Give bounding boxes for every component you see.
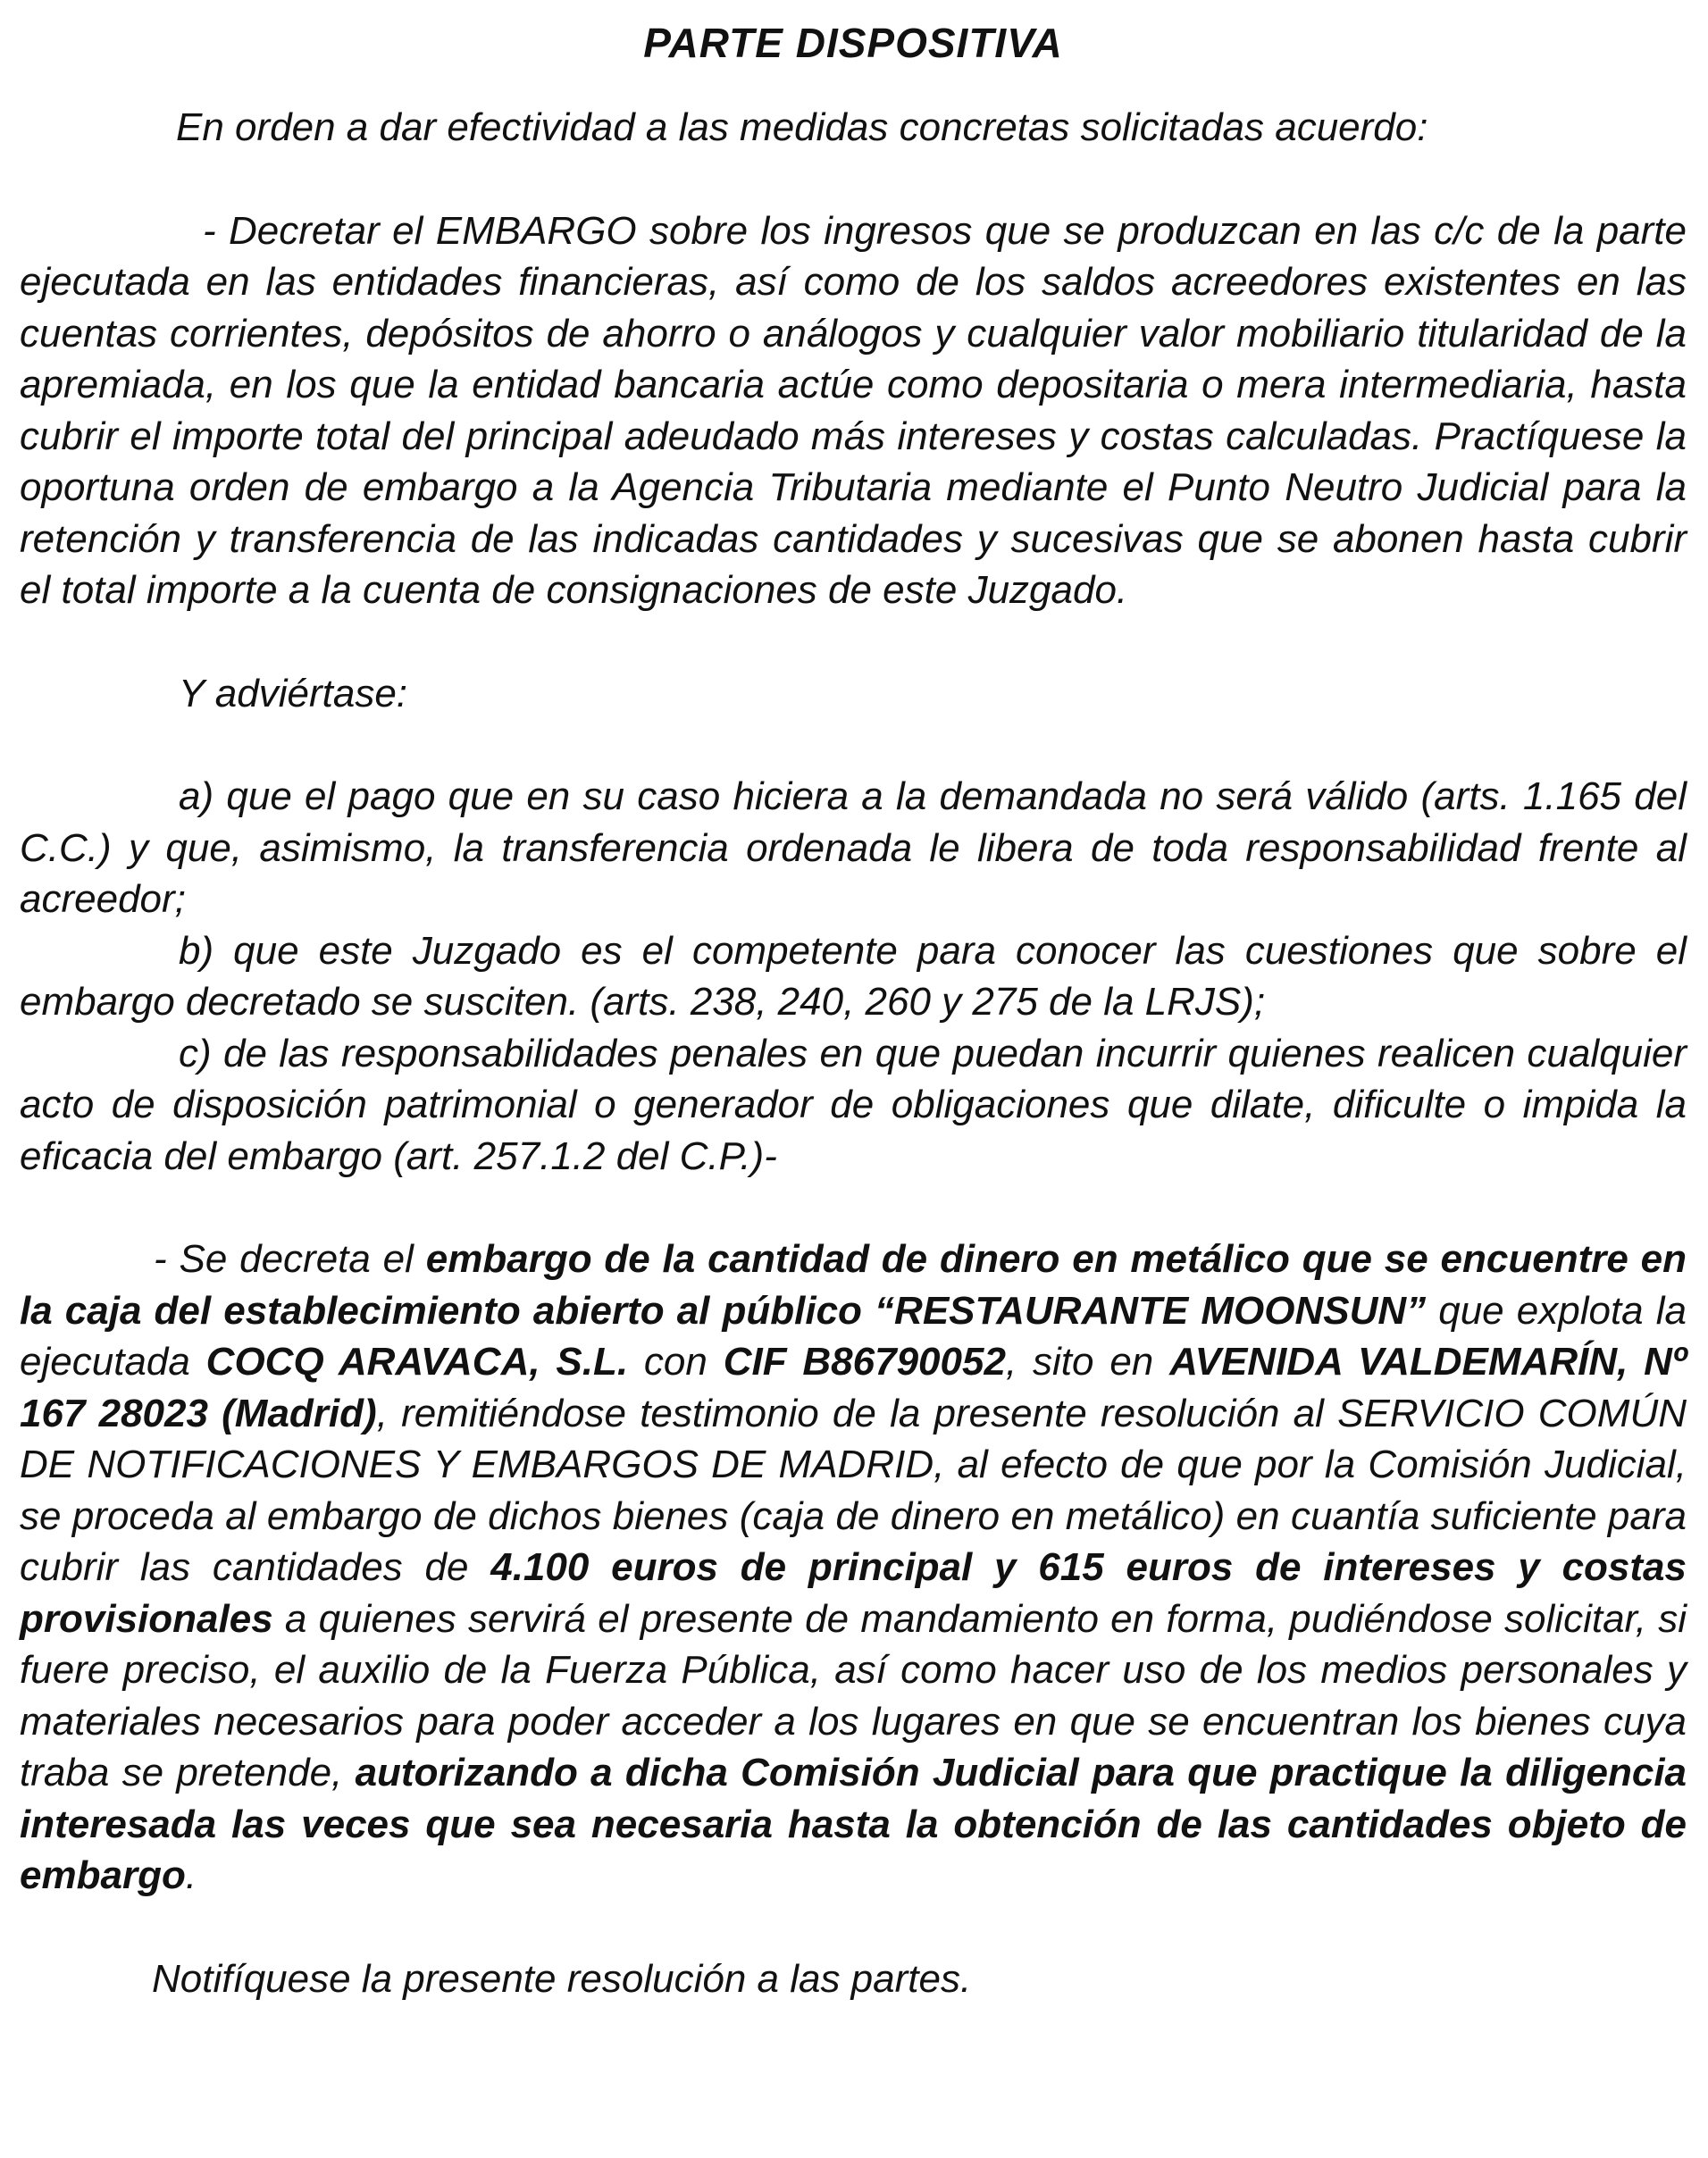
advertencia-item-a: a) que el pago que en su caso hiciera a la demandada no será válido (arts. 1.165 del C.C.) y que, asimismo, la transferencia ordenada le libera de toda responsabilidad frente al acreedor; — [20, 774, 1687, 921]
caja-text-2: que explota la ejecutada — [20, 1288, 1687, 1384]
caja-bold-address: AVENIDA VALDEMARÍN, Nº 167 28023 (Madrid) — [20, 1340, 1687, 1435]
caja-text-6: a quienes servirá el presente de mandamiento en forma, pudiéndose solicitar, si fuere preciso, el auxilio de la Fuerza Pública, así como hacer uso de los medios personales y materiales necesarios para poder acceder a los lugares en que se encuentran los bienes cuya traba se pretende, — [20, 1596, 1687, 1794]
embargo-paragraph: - Decretar el EMBARGO sobre los ingresos que se produzcan en las c/c de la parte ejecutada en las entidades financieras, así como de los saldos acreedores existentes en las cuentas corrientes, depósitos de ahorro o análogos y cualquier valor mobiliario titularidad de la apremiada, en los que la entidad bancaria actúe como depositaria o mera intermediaria, hasta cubrir el importe total del principal adeudado más intereses y costas calculadas. Practíquese la oportuna orden de embargo a la Agencia Tributaria mediante el Punto Neutro Judicial para la retención y transferencia de las indicadas cantidades y sucesivas que se abonen hasta cubrir el total importe a la cuenta de consignaciones de este Juzgado. — [20, 208, 1687, 612]
caja-text-1: - Se decreta el — [154, 1237, 426, 1281]
caja-bold-company: COCQ ARAVACA, S.L. — [205, 1340, 629, 1384]
advertencia-heading: Y adviértase: — [179, 671, 408, 715]
caja-bold-amounts: 4.100 euros de principal y 615 euros de intereses y costas provisionales — [20, 1545, 1687, 1641]
intro-paragraph: En orden a dar efectividad a las medidas concretas solicitadas acuerdo: — [176, 105, 1428, 149]
caja-text-7: . — [185, 1853, 197, 1897]
document-title: PARTE DISPOSITIVA — [643, 20, 1063, 66]
document-page — [20, 16, 1687, 2004]
caja-text-4: , sito en — [1005, 1340, 1170, 1384]
caja-text-3: con — [628, 1340, 724, 1384]
caja-embargo-paragraph — [20, 1234, 1687, 1902]
notification-paragraph: Notifíquese la presente resolución a las partes. — [152, 1956, 972, 2001]
advertencia-item-b: b) que este Juzgado es el competente para conocer las cuestiones que sobre el embargo decretado se susciten. (arts. 238, 240, 260 y 275 de la LRJS); — [20, 928, 1687, 1024]
advertencia-item-c: c) de las responsabilidades penales en que puedan incurrir quienes realicen cualquier acto de disposición patrimonial o generador de obligaciones que dilate, dificulte o impida la eficacia del embargo (art. 257.1.2 del C.P.)- — [20, 1031, 1687, 1178]
caja-bold-cif: CIF B86790052 — [723, 1340, 1006, 1384]
caja-text-5: , remitiéndose testimonio de la presente resolución al SERVICIO COMÚN DE NOTIFICACIONES Y EMBARGOS DE MADRID, al efecto de que por la Comisión Judicial, se proceda al embargo de dichos bienes (caja de dinero en metálico) en cuantía suficiente para cubrir las cantidades de — [20, 1391, 1687, 1589]
caja-bold-establishment: embargo de la cantidad de dinero en metálico que se encuentre en la caja del establecimiento abierto al público “RESTAURANTE MOONSUN” — [20, 1237, 1687, 1333]
caja-bold-authorization: autorizando a dicha Comisión Judicial para que practique la diligencia interesada las veces que sea necesaria hasta la obtención de las cantidades objeto de embargo — [20, 1751, 1687, 1897]
